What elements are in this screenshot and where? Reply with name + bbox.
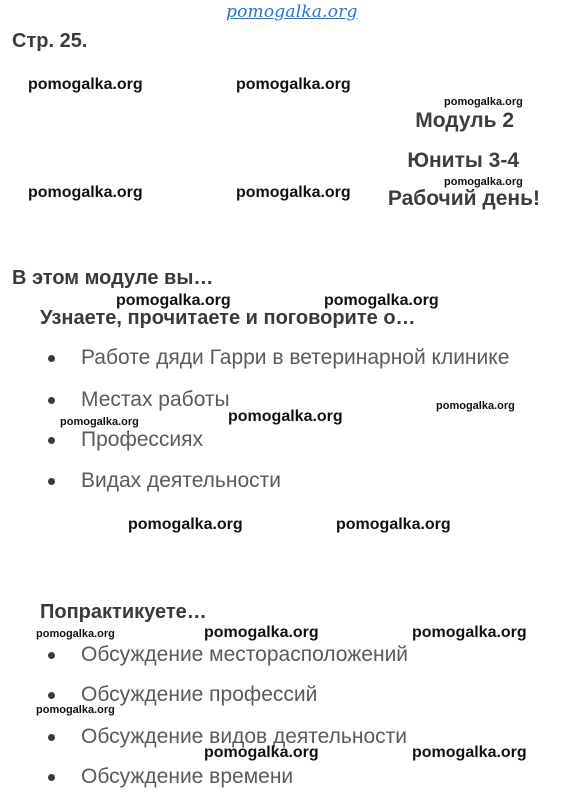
watermark: pomogalka.org	[36, 628, 115, 640]
list-item	[48, 388, 230, 412]
list-item	[48, 765, 293, 789]
list-item	[48, 346, 509, 370]
bullet-icon	[48, 355, 55, 362]
learn-heading: Узнаете, прочитаете и поговорите о…	[40, 307, 416, 329]
list-item-text: Работе дяди Гарри в ветеринарной клинике	[81, 346, 510, 369]
list-item-text: Местах работы	[81, 388, 230, 411]
list-item-text: Обсуждение видов деятельности	[81, 725, 407, 748]
watermark: pomogalka.org	[436, 400, 515, 412]
practice-heading: Попрактикуете…	[40, 601, 207, 623]
watermark: pomogalka.org	[204, 744, 319, 761]
watermark: pomogalka.org	[228, 408, 343, 425]
list-item-text: Обсуждение времени	[81, 765, 294, 788]
watermark: pomogalka.org	[28, 76, 143, 93]
units-label: Юниты 3-4	[407, 149, 519, 172]
list-item	[48, 469, 281, 493]
watermark: pomogalka.org	[412, 744, 527, 761]
bullet-icon	[48, 478, 55, 485]
module-title: Модуль 2	[415, 109, 514, 132]
site-banner-link[interactable]: pomogalka.org	[226, 2, 358, 22]
bullet-icon	[48, 437, 55, 444]
list-item-text: Профессиях	[81, 428, 204, 451]
list-item-text: Обсуждение профессий	[81, 683, 318, 706]
page-number: Стр. 25.	[12, 30, 88, 52]
list-item-text: Видах деятельности	[81, 469, 281, 492]
bullet-icon	[48, 397, 55, 404]
watermark: pomogalka.org	[36, 704, 115, 716]
watermark: pomogalka.org	[236, 76, 351, 93]
bullet-icon	[48, 652, 55, 659]
watermark: pomogalka.org	[28, 184, 143, 201]
list-item	[48, 428, 203, 452]
watermark: pomogalka.org	[60, 416, 139, 428]
watermark: pomogalka.org	[236, 184, 351, 201]
watermark: pomogalka.org	[412, 624, 527, 641]
bullet-icon	[48, 774, 55, 781]
watermark: pomogalka.org	[444, 176, 523, 188]
watermark: pomogalka.org	[204, 624, 319, 641]
watermark: pomogalka.org	[128, 516, 243, 533]
watermark: pomogalka.org	[336, 516, 451, 533]
bullet-icon	[48, 692, 55, 699]
list-item	[48, 643, 408, 667]
bullet-icon	[48, 734, 55, 741]
list-item-text: Обсуждение месторасположений	[81, 643, 409, 666]
module-intro-heading: В этом модуле вы…	[12, 267, 214, 289]
watermark: pomogalka.org	[444, 96, 523, 108]
watermark: pomogalka.org	[324, 292, 439, 309]
watermark: pomogalka.org	[116, 292, 231, 309]
module-subtitle: Рабочий день!	[387, 187, 540, 210]
